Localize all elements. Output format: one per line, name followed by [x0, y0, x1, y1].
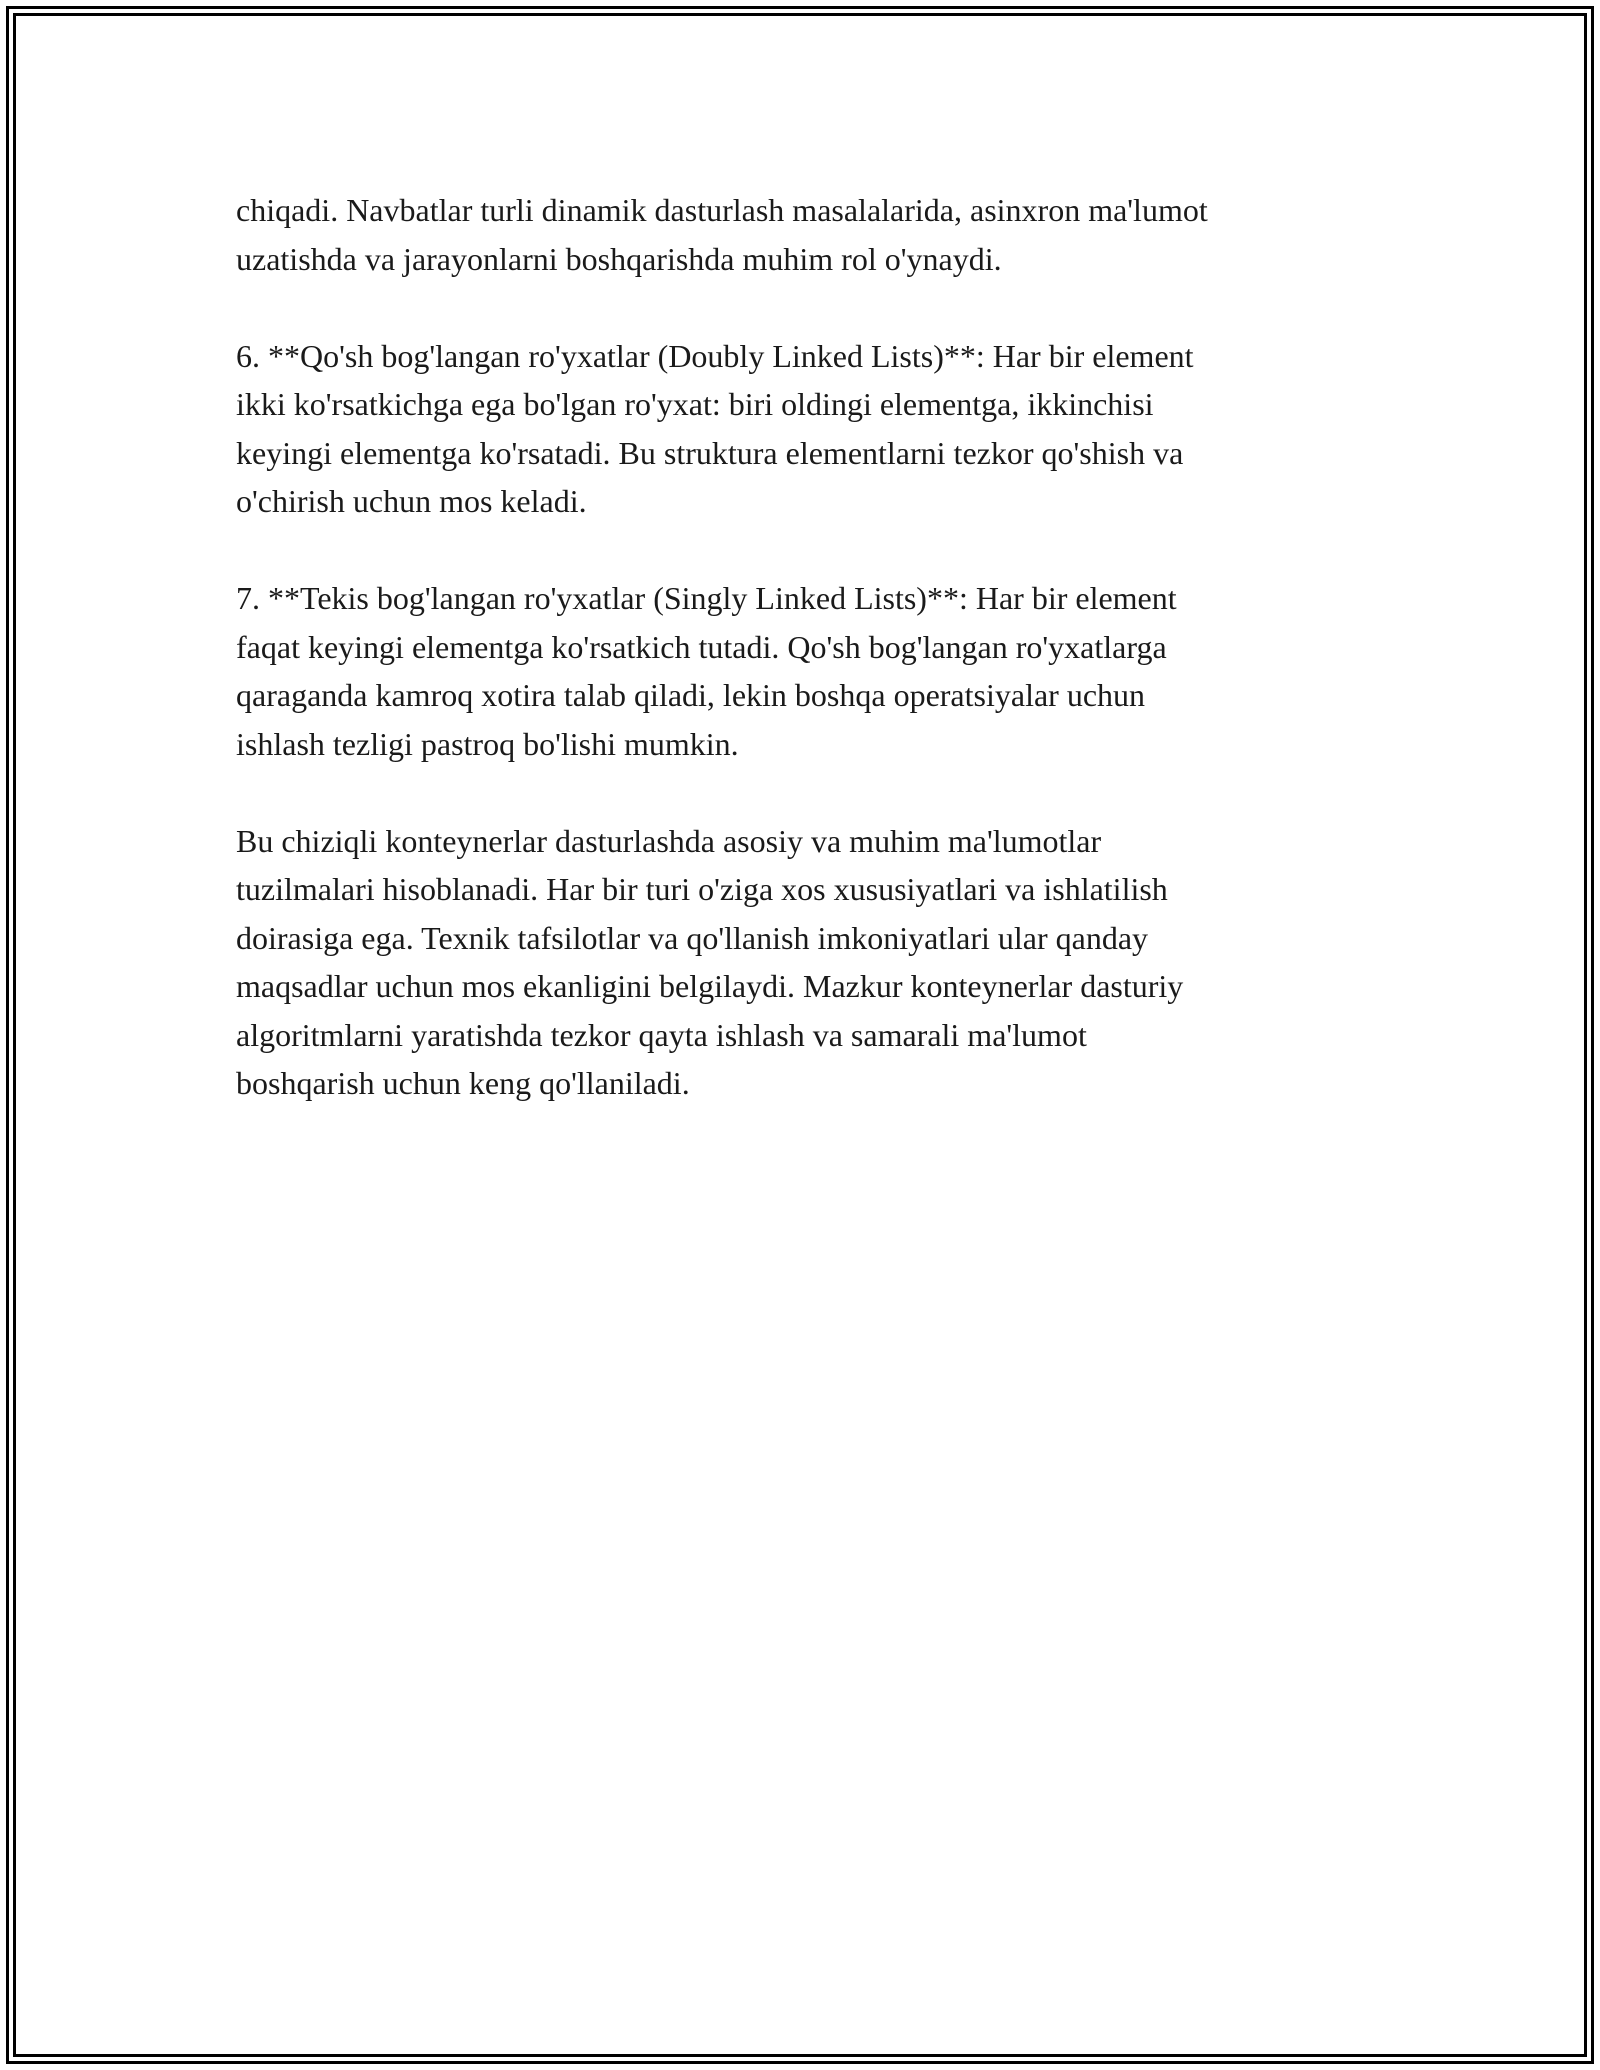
- paragraph-queues-continuation: chiqadi. Navbatlar turli dinamik dasturlash masalalarida, asinxron ma'lumot uzatishda va jarayonlarni boshqarishda muhim rol o'ynaydi.: [236, 192, 1208, 277]
- paragraph-conclusion: Bu chiziqli konteynerlar dasturlashda asosiy va muhim ma'lumotlar tuzilmalari hisoblanadi. Har bir turi o'ziga xos xususiyatlari va ishlatilish doirasiga ega. Texnik tafsilotlar va qo'llanish imkoniyatlari ular qanday maqsadlar uchun mos ekanligini belgilaydi. Mazkur konteynerlar dasturiy algoritmlarni yaratishda tezkor qayta ishlash va samarali ma'lumot boshqarish uchun keng qo'llaniladi.: [236, 822, 1184, 1101]
- paragraph-doubly-linked-lists: 6. **Qo'sh bog'langan ro'yxatlar (Doubly Linked Lists)**: Har bir element ikki ko'rsatkichga ega bo'lgan ro'yxat: biri oldingi elementga, ikkinchisi keyingi elementga ko'rsatadi. Bu struktura elementlarni tezkor qo'shish va o'chirish uchun mos keladi.: [236, 337, 1194, 519]
- paragraph-singly-linked-lists: 7. **Tekis bog'langan ro'yxatlar (Singly Linked Lists)**: Har bir element faqat keyingi elementga ko'rsatkich tutadi. Qo'sh bog'langan ro'yxatlarga qaraganda kamroq xotira talab qiladi, lekin boshqa operatsiyalar uchun ishlash tezligi pastroq bo'lishi mumkin.: [236, 580, 1177, 762]
- document-body: [236, 186, 1366, 1156]
